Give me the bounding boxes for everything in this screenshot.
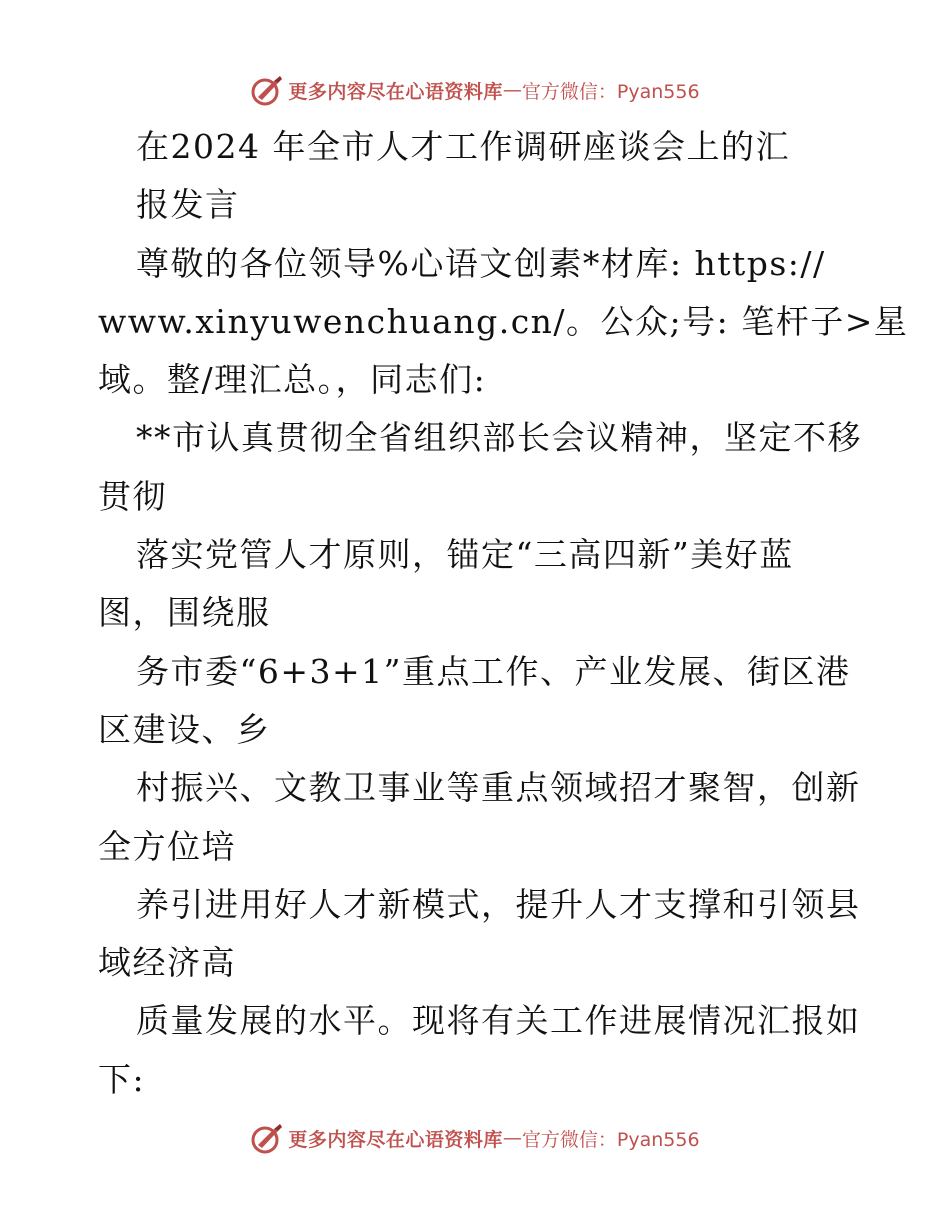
body-line: 下:: [98, 1059, 146, 1099]
body-line: 在2024 年全市人才工作调研座谈会上的汇: [136, 127, 790, 166]
watermark-suffix-text: 官方微信：Pyan556: [521, 80, 700, 103]
body-line: 养引进用好人才新模式，提升人才支撑和引领县: [136, 884, 861, 924]
body-line: 村振兴、文教卫事业等重点领域招才聚智，创新: [136, 768, 861, 808]
body-line: 务市委“6+3+1”重点工作、产业发展、街区港: [136, 651, 851, 691]
watermark-dash: —: [502, 1127, 522, 1149]
body-line: www.xinyuwenchuang.cn/。公众;号: 笔杆子>星: [98, 301, 909, 341]
body-line: 贯彻: [98, 476, 167, 516]
body-line: 域。整/理汇总。，同志们:: [98, 360, 487, 400]
body-line: **市认真贯彻全省组织部长会议精神，坚定不移: [136, 418, 862, 458]
header-watermark: [0, 70, 950, 110]
pen-logo-icon: [250, 73, 284, 107]
body-line: 全方位培: [98, 826, 236, 866]
watermark-dash: —: [502, 79, 522, 101]
body-line: 落实党管人才原则，锚定“三高四新”美好蓝: [136, 535, 794, 575]
watermark-main-text: 更多内容尽在心语资料库: [288, 1128, 503, 1151]
body-line: 区建设、乡: [98, 709, 271, 749]
footer-watermark: [0, 1118, 950, 1158]
body-line: 尊敬的各位领导%心语文创素*材库: https://: [136, 243, 826, 283]
body-line: 质量发展的水平。现将有关工作进展情况汇报如: [136, 1001, 861, 1041]
body-line: 域经济高: [98, 943, 236, 983]
pen-logo-icon: [250, 1121, 284, 1155]
body-line: 图，围绕服: [98, 593, 271, 633]
body-line: 报发言: [136, 185, 240, 225]
document-body: [98, 118, 909, 1109]
watermark-main-text: 更多内容尽在心语资料库: [288, 80, 503, 103]
watermark-suffix-text: 官方微信：Pyan556: [521, 1128, 700, 1151]
